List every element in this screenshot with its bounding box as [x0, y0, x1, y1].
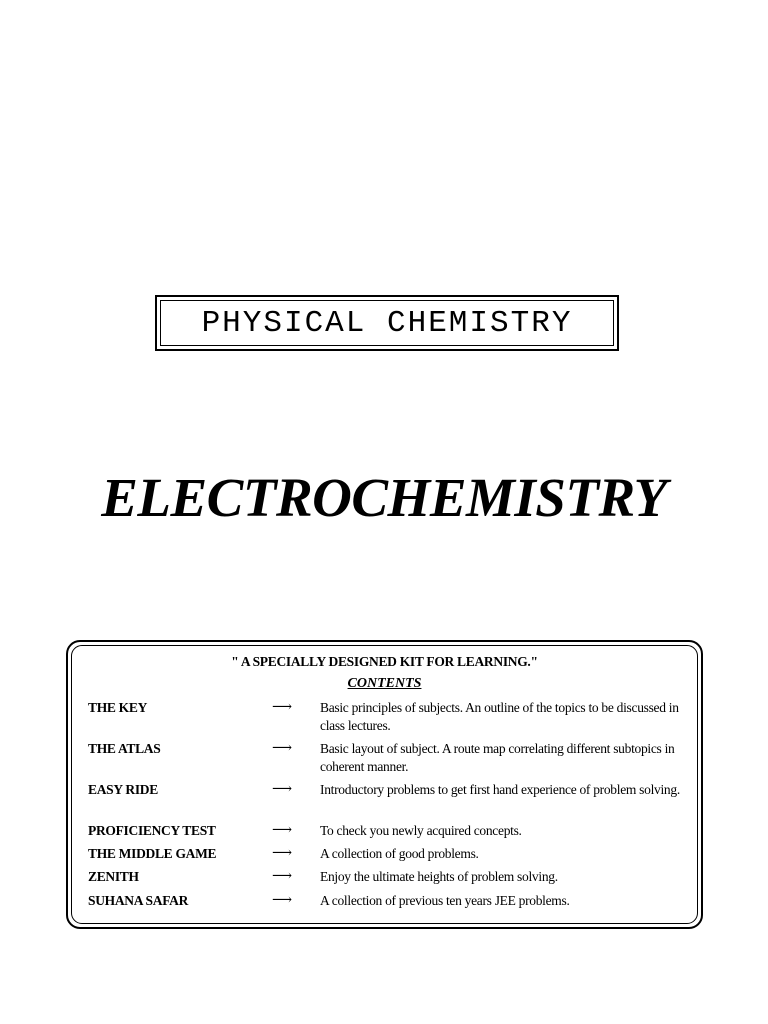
contents-box [66, 640, 703, 929]
arrow-right-icon: ⟶ [272, 869, 293, 884]
contents-inner-border [71, 645, 698, 924]
item-label: THE ATLAS [88, 741, 161, 756]
item-description: Enjoy the ultimate heights of problem solving. [320, 869, 558, 884]
contents-heading: CONTENTS [347, 676, 422, 691]
chapter-title: ELECTROCHEMISTRY [101, 467, 667, 528]
arrow-right-icon: ⟶ [272, 700, 293, 715]
item-label: THE KEY [88, 700, 148, 715]
subject-title: PHYSICAL CHEMISTRY [160, 300, 614, 346]
item-description: To check you newly acquired concepts. [320, 823, 522, 838]
item-label: SUHANA SAFAR [88, 893, 189, 908]
item-description: Basic layout of subject. A route map correlating different subtopics in coherent manner. [320, 741, 675, 774]
arrow-right-icon: ⟶ [272, 741, 293, 756]
item-label: THE MIDDLE GAME [88, 846, 217, 861]
kit-tagline: " A SPECIALLY DESIGNED KIT FOR LEARNING." [231, 654, 538, 669]
item-description: Basic principles of subjects. An outline of the topics to be discussed in class lectures. [320, 700, 679, 733]
arrow-right-icon: ⟶ [272, 846, 293, 861]
arrow-right-icon: ⟶ [272, 893, 293, 908]
subject-title-box [155, 295, 619, 351]
arrow-right-icon: ⟶ [272, 823, 293, 838]
item-label: PROFICIENCY TEST [88, 823, 216, 838]
item-description: Introductory problems to get first hand experience of problem solving. [320, 782, 680, 797]
item-description: A collection of good problems. [320, 846, 479, 861]
item-label: EASY RIDE [88, 782, 158, 797]
item-label: ZENITH [88, 869, 139, 884]
arrow-right-icon: ⟶ [272, 782, 293, 797]
item-description: A collection of previous ten years JEE problems. [320, 893, 570, 908]
